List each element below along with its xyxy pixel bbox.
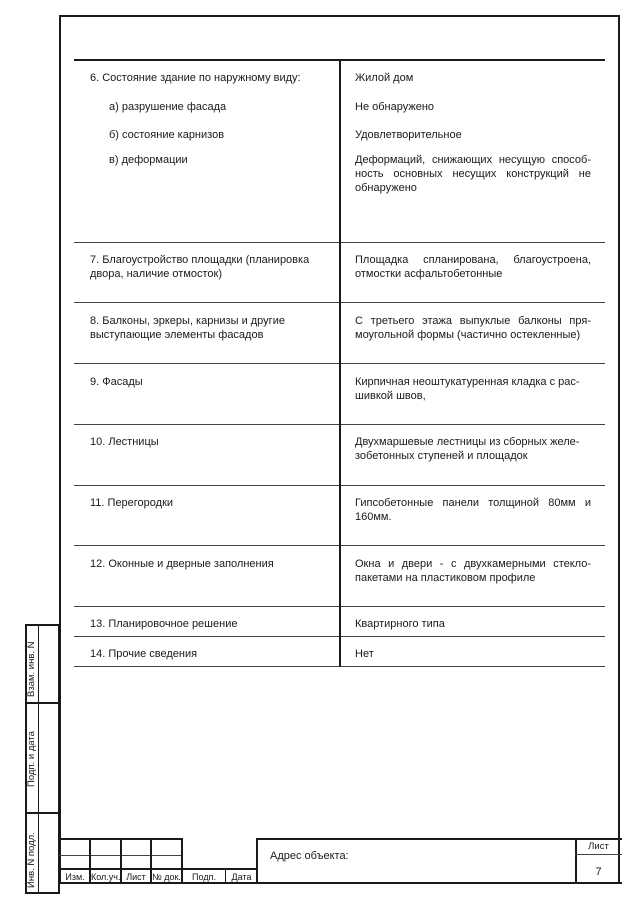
row-14-label: 14. Прочие сведения (90, 648, 198, 660)
row-6a-value: Не обнаружено (355, 101, 435, 113)
side-stamp-row-divider (25, 702, 60, 704)
row-6c-label: в) деформации (109, 154, 188, 166)
data-label: Дата (231, 872, 252, 882)
vzam-inv-label: Взам. инв. N (26, 641, 37, 697)
row-6b-label: б) состояние карнизов (109, 129, 225, 141)
sheet-label: Лист (588, 841, 609, 852)
address-box-top (256, 838, 622, 840)
row-9-value: Кирпичная неоштукатуренная кладка с рас-шивкой швов, (355, 376, 580, 402)
row-8-label: 8. Балконы, эркеры, карнизы и другие выступающие элементы фасадов (90, 315, 285, 341)
podp-label: Подп. (192, 872, 216, 882)
title-block-col-line (256, 838, 258, 884)
row-6b-value: Удовлетворительное (355, 129, 462, 141)
row-14-value: Нет (355, 648, 374, 660)
row-12-label: 12. Оконные и дверные заполнения (90, 558, 274, 570)
row-8-value: С третьего этажа выпуклые балконы пря-моугольной формы (частично остекленные) (355, 315, 591, 341)
row-12-value: Окна и двери - с двухкамерными стекло-пакетами на пластиковом профиле (355, 558, 591, 584)
row-6-value: Жилой дом (355, 72, 414, 84)
inv-podl-label: Инв. N подл. (26, 832, 37, 888)
row-13-label: 13. Планировочное решение (90, 618, 238, 630)
sheet-box-row-line (575, 854, 622, 855)
row-6a-label: а) разрушение фасада (109, 101, 227, 113)
row-10-label: 10. Лестницы (90, 436, 159, 448)
row-11-label: 11. Перегородки (90, 497, 174, 509)
row-10-value: Двухмаршевые лестницы из сборных желе-зобетонных ступеней и площадок (355, 436, 580, 462)
list-label: Лист (126, 872, 146, 882)
row-7-label: 7. Благоустройство площадки (планировка двора, наличие отмосток) (90, 254, 310, 280)
row-13-value: Квартирного типа (355, 618, 445, 630)
side-stamp-row-divider (25, 812, 60, 814)
row-6-label: 6. Состояние здание по наружному виду: (90, 72, 301, 84)
izm-label: Изм. (65, 872, 85, 882)
kol-uch-label: Кол.уч. (91, 872, 121, 882)
row-6c-value: Деформаций, снижающих несущую способ-ность основных несущих конструкций не обнаружено (355, 154, 591, 194)
podp-data-label: Подп. и дата (26, 731, 37, 787)
address-label: Адрес объекта: (270, 850, 349, 862)
column-divider (339, 60, 341, 667)
doc-number-label: № док. (152, 872, 181, 882)
row-11-value: Гипсобетонные панели толщиной 80мм и 160мм. (355, 497, 591, 523)
sheet-number: 7 (595, 866, 602, 878)
title-block-col-line (225, 870, 226, 884)
side-stamp-divider (38, 624, 39, 894)
row-7-value: Площадка спланирована, благоустроена, отмостки асфальтобетонные (355, 254, 591, 280)
row-9-label: 9. Фасады (90, 376, 143, 388)
